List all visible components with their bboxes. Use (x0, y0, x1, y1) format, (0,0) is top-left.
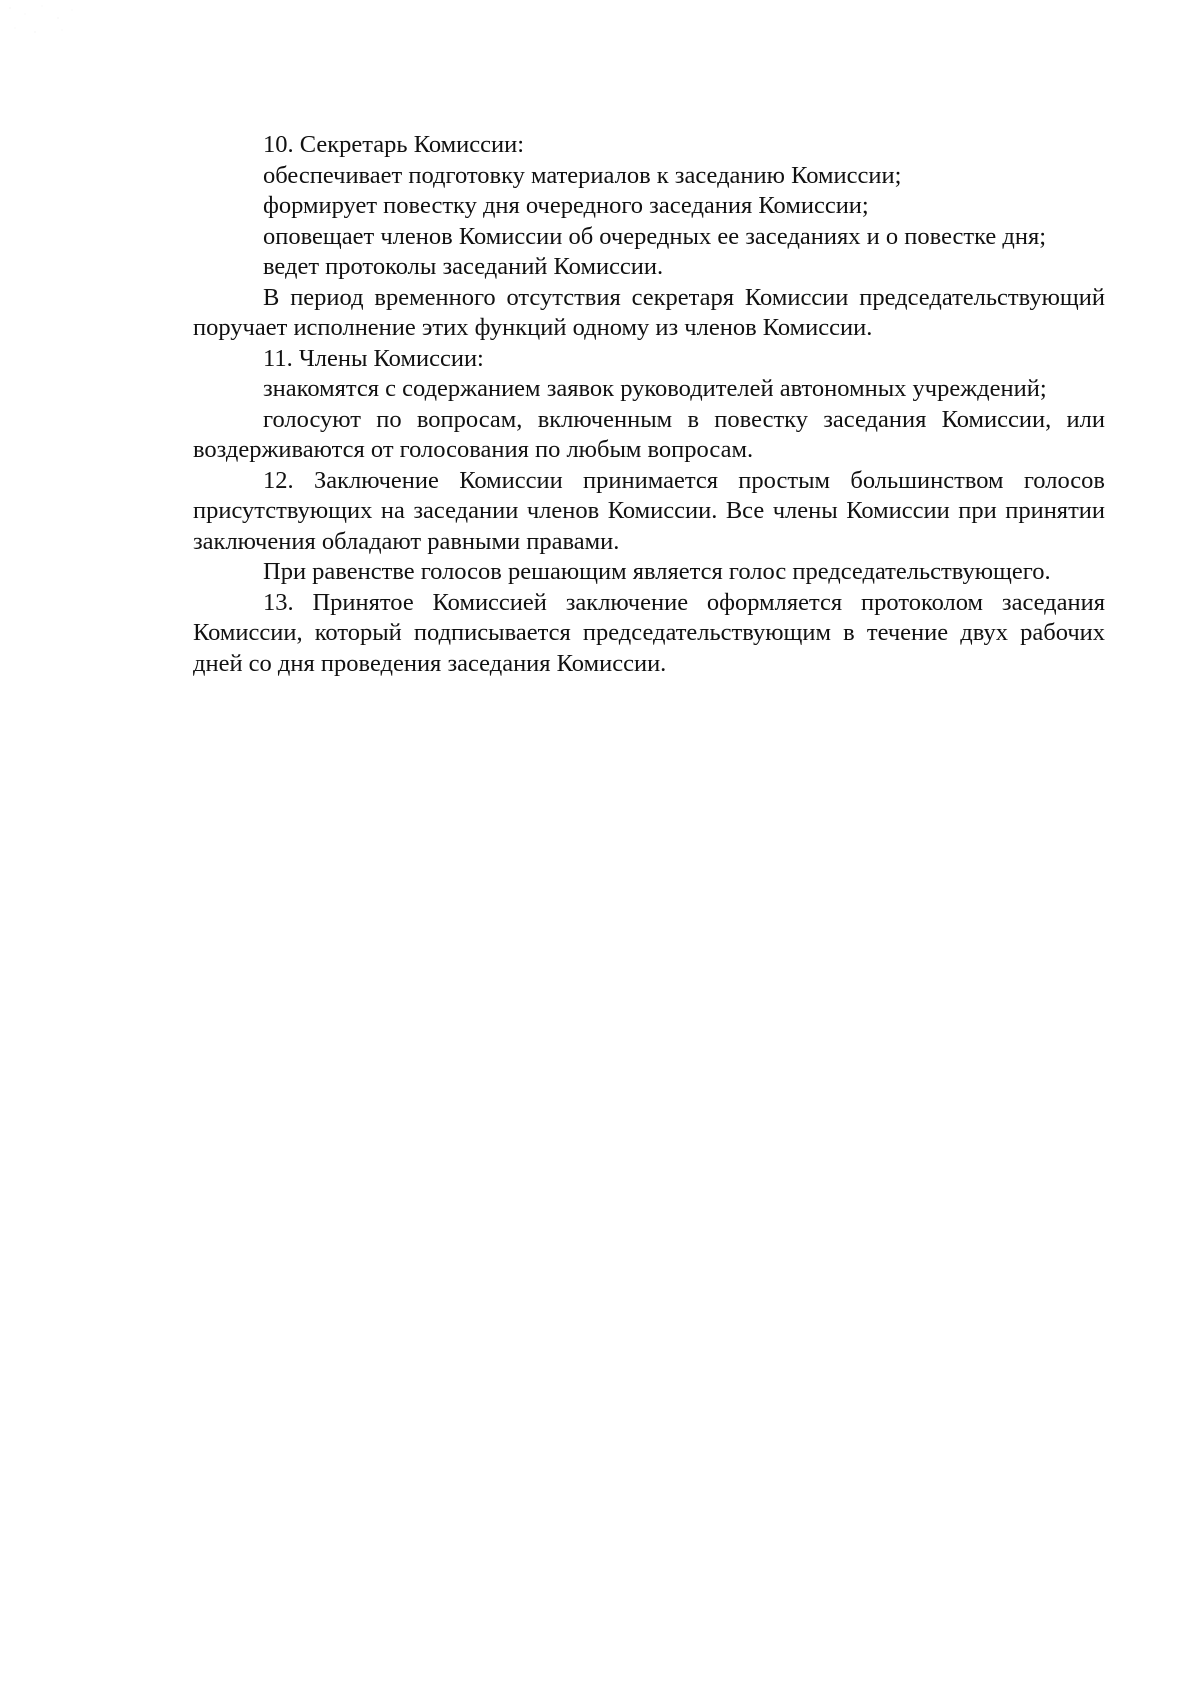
paragraph-13: 13. Принятое Комиссией заключение оформляется протоколом заседания Комиссии, который подписывается председательствующим в течение двух рабочих дней со дня проведения заседания Комиссии. (193, 588, 1105, 677)
paragraph-10-item-c: оповещает членов Комиссии об очередных ее заседаниях и о повестке дня; (263, 222, 1047, 250)
scan-noise (0, 0, 90, 40)
paragraph-10-item-e: В период временного отсутствия секретаря Комиссии председательствующий поручает исполнение этих функций одному из членов Комиссии. (193, 283, 1105, 341)
paragraph-11-item-a: знакомятся с содержанием заявок руководителей автономных учреждений; (263, 375, 1047, 402)
paragraph-11-item-b: голосуют по вопросам, включенным в повестку заседания Комиссии, или воздерживаются от голосования по любым вопросам. (193, 405, 1105, 463)
paragraph-10-item-b: формирует повестку дня очередного заседания Комиссии; (263, 192, 869, 219)
paragraph-12-item-b: При равенстве голосов решающим является голос председательствующего. (263, 558, 1051, 585)
paragraph-10-item-d: ведет протоколы заседаний Комиссии. (263, 253, 664, 280)
paragraph-11-title: 11. Члены Комиссии: (263, 344, 484, 372)
document-body (193, 130, 1105, 679)
paragraph-12: 12. Заключение Комиссии принимается простым большинством голосов присутствующих на заседании членов Комиссии. Все члены Комиссии при принятии заключения обладают равными правами. (193, 466, 1105, 555)
paragraph-10-item-a: обеспечивает подготовку материалов к заседанию Комиссии; (263, 161, 902, 189)
paragraph-10-title: 10. Секретарь Комиссии: (263, 131, 525, 158)
